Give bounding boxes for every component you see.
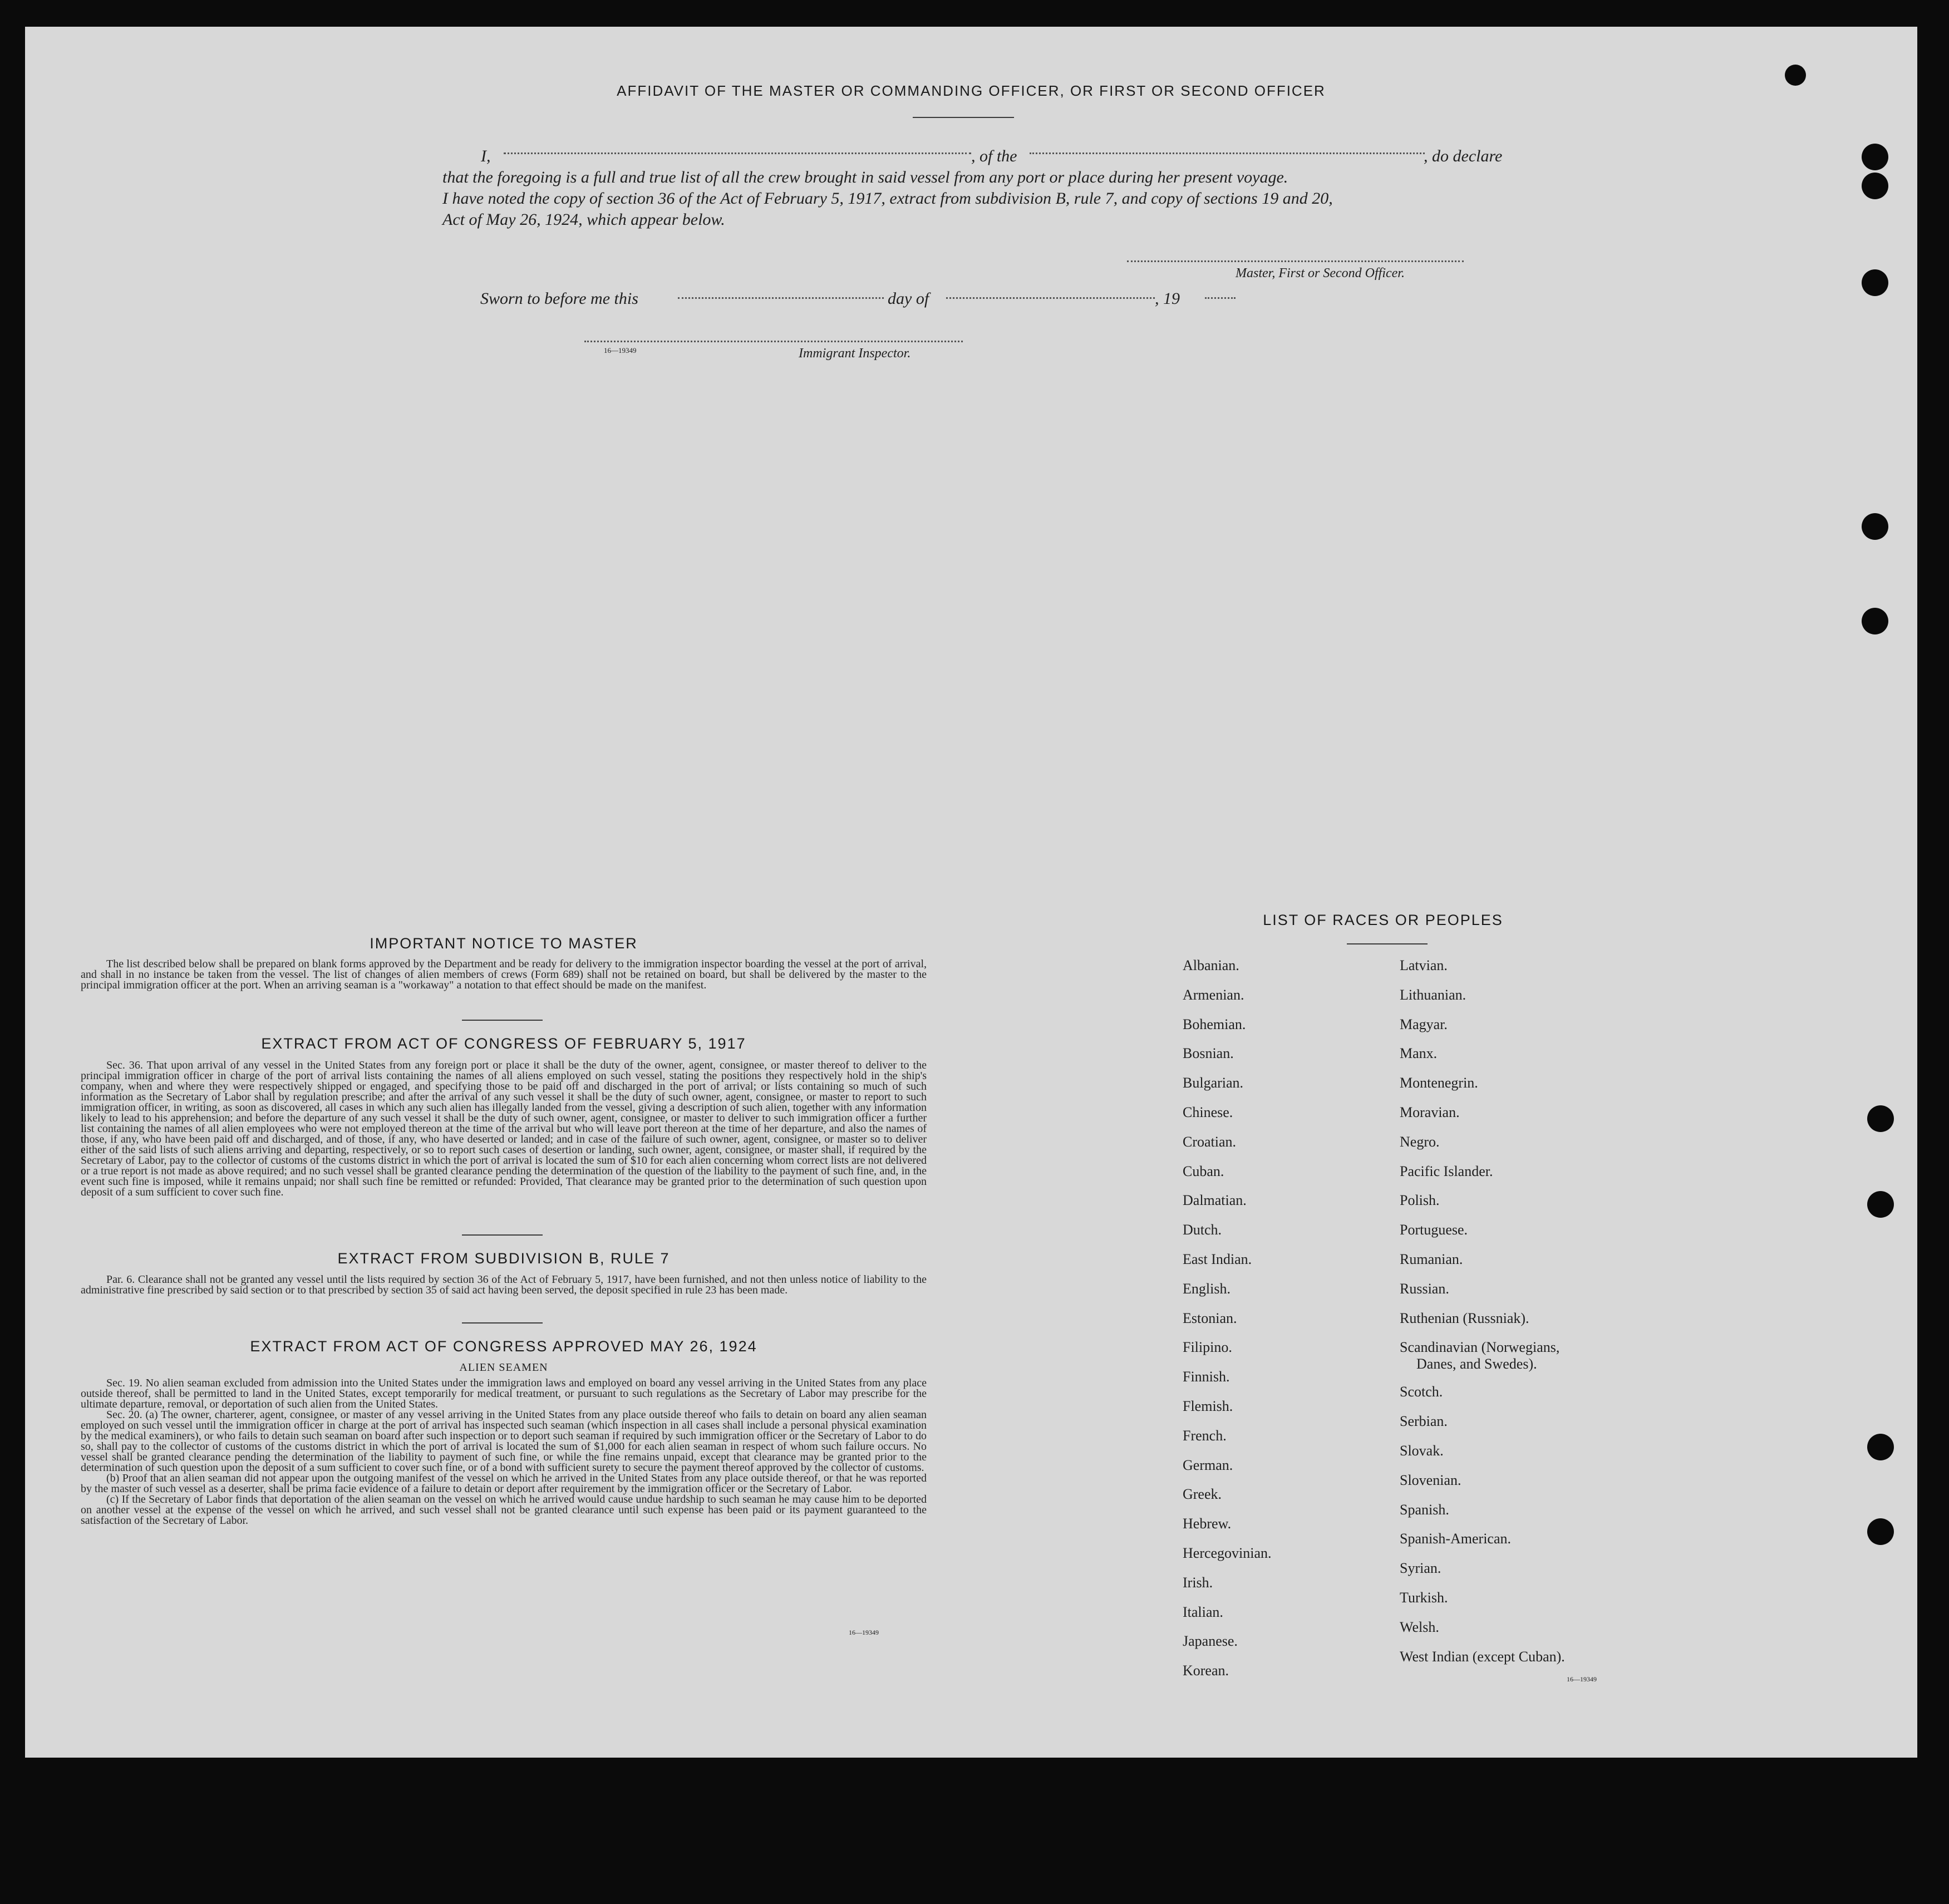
paragraph-6-text: Par. 6. Clearance shall not be granted any vessel until the lists required by section 36 of the Act of February 5, 1917, have been furnished, and not then unless notice of liability to the administrative fine prescribed by said section or to that prescribed by section 35 of said act having been served, the deposit specified in rule 23 has been made. <box>81 1273 927 1296</box>
extract-1924-body <box>81 1378 927 1526</box>
race-item: Latvian. <box>1400 957 1448 973</box>
race-item: Slovak. <box>1400 1442 1444 1459</box>
race-item: Serbian. <box>1400 1413 1448 1430</box>
race-item <box>1400 1339 1565 1384</box>
sworn-day-blank[interactable] <box>678 297 884 299</box>
race-item: Rumanian. <box>1400 1251 1463 1267</box>
race-item: Irish. <box>1183 1574 1213 1591</box>
notice-title: IMPORTANT NOTICE TO MASTER <box>370 935 638 952</box>
race-item: Syrian. <box>1400 1560 1441 1577</box>
year-blank[interactable] <box>1205 297 1236 299</box>
rule-7-title: EXTRACT FROM SUBDIVISION B, RULE 7 <box>337 1250 670 1267</box>
document-page <box>25 27 1917 1758</box>
section-20a-text: Sec. 20. (a) The owner, charterer, agent, consignee, or master of any vessel arriving in the United States from any place outside thereof who fails to detain on board any alien seaman employed on such vessel until the immigration officer in charge at the port of arrival has inspected such seaman (which inspection in all cases shall include a personal physical examination by the medical examiners), or who fails to detain such seaman on board after such inspection or to deport such seaman if required by such immigration officer or the Secretary of Labor to do so, shall pay to the collector of customs of the customs district in which the port of arrival is located the sum of $1,000 for each alien seaman in respect of whom such failure occurs. No vessel shall be granted clearance pending the determination of the liability to payment of such fine, or while the fine remains unpaid, except that clearance may be granted prior to the determination of such question upon the deposit of a sum sufficient to cover such fine, or of a bond with sufficient surety to secure the payment thereof approved by the collector of customs. <box>81 1409 927 1474</box>
race-item-line: Scandinavian (Norwegians, <box>1400 1339 1560 1356</box>
notice-divider <box>462 1020 543 1021</box>
race-item: Albanian. <box>1183 957 1239 973</box>
notice-text: The list described below shall be prepared on blank forms approved by the Department and be ready for delivery to the immigration inspector boarding the vessel at the port of arrival, and shall in no instance be taken from the vessel. The list of changes of alien members of crews (Form 689) shall not be retained on board, but shall be delivered by the master to the principal immigration officer at the port. When an arriving seaman is a "workaway" a notation to that effect should be made on the manifest. <box>81 958 927 991</box>
race-item: Portuguese. <box>1400 1222 1468 1238</box>
race-item: Pacific Islander. <box>1400 1163 1493 1179</box>
section-20b-text: (b) Proof that an alien seaman did not appear upon the outgoing manifest of the vessel on which he arrived in the United States from any place outside thereof, or that he was reported by the master of such vessel as a deserter, shall be prima facie evidence of a failure to detain or deport after requirement by the immigration officer or the Secretary of Labor. <box>81 1472 927 1495</box>
extract-1924-title: EXTRACT FROM ACT OF CONGRESS APPROVED MAY 26, 1924 <box>250 1338 757 1355</box>
affidavit-do-declare: , do declare <box>1424 147 1503 165</box>
races-column-2 <box>1400 957 1565 1677</box>
punch-hole <box>1867 1434 1894 1460</box>
year-label: , 19 <box>1155 289 1180 308</box>
race-item: Scotch. <box>1400 1384 1443 1400</box>
master-signature-caption: Master, First or Second Officer. <box>1236 266 1405 281</box>
race-item: Magyar. <box>1400 1016 1448 1032</box>
race-item: Bohemian. <box>1183 1016 1246 1032</box>
race-item: French. <box>1183 1427 1227 1444</box>
alien-seamen-subtitle: ALIEN SEAMEN <box>459 1361 548 1374</box>
race-item: Manx. <box>1400 1045 1438 1062</box>
races-divider <box>1347 943 1428 944</box>
race-item: Hercegovinian. <box>1183 1544 1272 1561</box>
sworn-month-blank[interactable] <box>946 297 1155 299</box>
race-item: Ruthenian (Russniak). <box>1400 1310 1529 1326</box>
race-item: English. <box>1183 1280 1231 1297</box>
section-19-text: Sec. 19. No alien seaman excluded from admission into the United States under the immigration laws and employed on board any vessel arriving in the United States from any place outside thereof, shall be permitted to land in the United States, except temporarily for medical treatment, or pursuant to such regulations as the Secretary of Labor may prescribe for the ultimate departure, removal, or deportation of such alien from the United States. <box>81 1377 927 1410</box>
affidavit-line-4: Act of May 26, 1924, which appear below. <box>442 210 725 229</box>
race-item: Chinese. <box>1183 1104 1233 1120</box>
races-column-1 <box>1183 957 1272 1692</box>
race-item: Finnish. <box>1183 1369 1230 1385</box>
races-title: LIST OF RACES OR PEOPLES <box>1263 912 1503 928</box>
section-20c-text: (c) If the Secretary of Labor finds that deportation of the alien seaman on the vessel on which he arrived would cause undue hardship to such seaman he may cause him to be deported on another vessel at the expense of the vessel on which he arrived, and such vessel shall not be granted clearance until such expense has been paid or its payment guaranteed to the satisfaction of the Secretary of Labor. <box>81 1493 927 1527</box>
race-item: Negro. <box>1400 1133 1440 1150</box>
punch-hole <box>1862 144 1888 170</box>
affidavit-line-3: I have noted the copy of section 36 of the Act of February 5, 1917, extract from subdivision B, rule 7, and copy of sections 19 and 20, <box>442 189 1333 208</box>
affidavit-title: AFFIDAVIT OF THE MASTER OR COMMANDING OFFICER, OR FIRST OR SECOND OFFICER <box>617 82 1326 99</box>
race-item: Flemish. <box>1183 1398 1233 1414</box>
punch-hole <box>1867 1518 1894 1545</box>
race-item: Lithuanian. <box>1400 986 1466 1003</box>
race-item: Dutch. <box>1183 1222 1222 1238</box>
extract-1917-title: EXTRACT FROM ACT OF CONGRESS OF FEBRUARY 5, 1917 <box>261 1035 746 1052</box>
punch-hole <box>1862 173 1888 199</box>
notice-body <box>81 959 927 991</box>
punch-hole <box>1862 269 1888 296</box>
race-item: Hebrew. <box>1183 1516 1232 1532</box>
extract-1917-body <box>81 1060 927 1198</box>
race-item: Cuban. <box>1183 1163 1224 1179</box>
inspector-signature-line[interactable] <box>584 341 963 342</box>
affidavit-of-the: , of the <box>971 147 1017 165</box>
affidavit-form-number: 16—19349 <box>604 346 637 355</box>
section-36-text: Sec. 36. That upon arrival of any vessel in the United States from any foreign port or place it shall be the duty of the owner, agent, consignee, or master thereof to deliver to the principal immigration officer in charge of the port of arrival lists containing the names of all aliens employed on such vessel, stating the positions they respectively hold in the ship's company, when and where they were respectively shipped or engaged, and specifying those to be paid off and discharged in the port of arrival; or lists containing so much of such information as the Secretary of Labor shall by regulation prescribe; and after the arrival of any such vessel it shall be the duty of such owner, agent, consignee, or master to report to such immigration officer, in writing, as soon as discovered, all cases in which any such alien has illegally landed from the vessel, giving a description of such alien, together with any information likely to lead to his apprehension; and before the departure of any such vessel it shall be the duty of such owner, agent, consignee, or master to deliver to such immigration officer a further list containing the names of all alien employees who were not employed thereon at the time of the arrival but who will leave port thereon at the time of her departure, and also the names of those, if any, who have been paid off and discharged, and of those, if any, who have deserted or landed; and in case of the failure of such owner, agent, consignee, or master so to deliver either of the said lists of such aliens arriving and departing, respectively, or so to report such cases of desertion or landing, such owner, agent, consignee, or master shall, if required by the Secretary of Labor, pay to the collector of customs of the customs district in which the port of arrival is located the sum of $10 for each alien concerning whom correct lists are not delivered or a true report is not made as above required; and no such vessel shall be granted clearance pending the determination of the question of the liability to the payment of such fine, and, in the event such fine is imposed, while it remains unpaid; nor shall such fine be remitted or refunded: Provided, That clearance may be granted prior to the determination of such question upon deposit of a sum sufficient to cover such fine. <box>81 1059 927 1198</box>
rule-7-body <box>81 1275 927 1296</box>
race-item: Polish. <box>1400 1192 1440 1209</box>
race-item: Korean. <box>1183 1662 1229 1679</box>
race-item: East Indian. <box>1183 1251 1252 1267</box>
race-item: Spanish. <box>1400 1501 1449 1518</box>
race-item: Russian. <box>1400 1280 1449 1297</box>
race-item: Estonian. <box>1183 1310 1237 1326</box>
race-item: Armenian. <box>1183 986 1244 1003</box>
race-item: Italian. <box>1183 1603 1223 1620</box>
sworn-label: Sworn to before me this <box>480 289 638 308</box>
master-signature-line[interactable] <box>1127 260 1464 262</box>
race-item: Welsh. <box>1400 1618 1439 1635</box>
race-item: Slovenian. <box>1400 1472 1461 1488</box>
extract-1917-divider <box>462 1234 543 1236</box>
race-item: Bosnian. <box>1183 1045 1234 1062</box>
race-item: Filipino. <box>1183 1339 1232 1356</box>
affidavit-line-2: that the foregoing is a full and true list of all the crew brought in said vessel from any port or place during her present voyage. <box>442 168 1288 186</box>
race-item: Croatian. <box>1183 1133 1237 1150</box>
race-item: Dalmatian. <box>1183 1192 1247 1209</box>
race-item: Greek. <box>1183 1486 1222 1503</box>
race-item: Moravian. <box>1400 1104 1460 1120</box>
race-item: German. <box>1183 1457 1233 1473</box>
race-item: West Indian (except Cuban). <box>1400 1648 1565 1665</box>
title-divider <box>913 117 1014 118</box>
race-item: Montenegrin. <box>1400 1075 1478 1091</box>
race-item: Turkish. <box>1400 1589 1448 1606</box>
rule-7-divider <box>462 1322 543 1324</box>
punch-hole <box>1862 513 1888 540</box>
race-item-continuation: Danes, and Swedes). <box>1416 1356 1537 1372</box>
inspector-caption: Immigrant Inspector. <box>799 346 911 361</box>
punch-hole <box>1785 65 1806 86</box>
day-of-label: day of <box>888 289 929 308</box>
punch-hole <box>1867 1191 1894 1218</box>
name-blank[interactable] <box>504 152 971 154</box>
race-item: Spanish-American. <box>1400 1531 1512 1547</box>
race-item: Bulgarian. <box>1183 1075 1244 1091</box>
races-form-number: 16—19349 <box>1567 1675 1597 1683</box>
affidavit-i-label: I, <box>481 147 491 165</box>
punch-hole <box>1867 1105 1894 1132</box>
extract-form-number: 16—19349 <box>849 1629 879 1636</box>
punch-hole <box>1862 608 1888 634</box>
race-item: Japanese. <box>1183 1633 1238 1650</box>
vessel-blank[interactable] <box>1030 152 1425 154</box>
